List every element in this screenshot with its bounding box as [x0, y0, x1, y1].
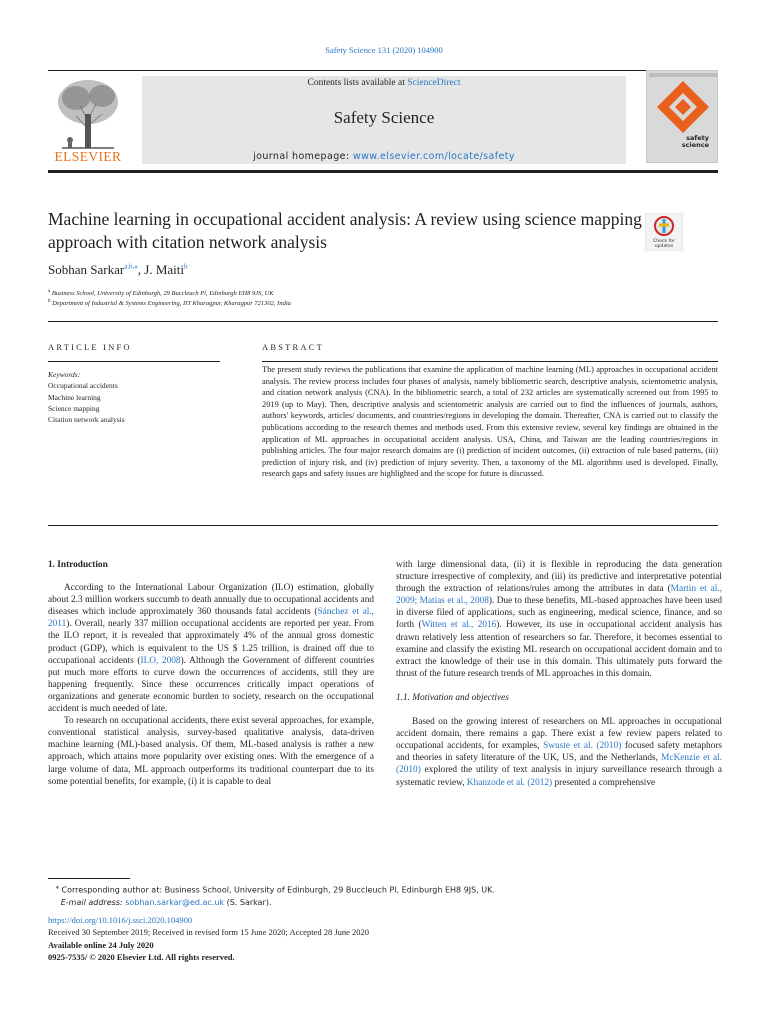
abstract-rule — [262, 361, 718, 362]
abstract-bottom-rule — [48, 525, 718, 526]
sciencedirect-link[interactable]: ScienceDirect — [407, 78, 461, 88]
copyright-line: 0925-7535/ © 2020 Elsevier Ltd. All rights reserved. — [48, 951, 235, 962]
body-column-right — [396, 559, 722, 789]
email-label: E-mail address: — [60, 897, 123, 907]
keyword-item: Citation network analysis — [48, 415, 125, 425]
paragraph-4 — [396, 716, 722, 789]
abstract-text: The present study reviews the publications that examine the application of machine learning (ML) approaches in occupational accident analysis. The review process includes four phases of analysis, namely bibliometric search, descriptive analysis, scientometric analysis, and citation network analysis (CNA). In the bibliometric search, a total of 232 articles are systematically screened out from 1995 to 2019 (up to May). Then, descriptive analysis and scientometric analysis are carried out to find the influences of journals, authors, authors' keywords, articles/ documents, and countries/regions in developing the domain. Thereafter, CNA is carried out to classify the publications according to the research themes and methods used. From this extensive review, several key findings are obtained in the application of ML approaches in occupational accident analysis. USA, China, and Taiwan are the leading countries/regions in publishing articles. The four major research domains are (i) prediction of incident outcomes, (ii) extraction of rule based patterns, (iii) prediction of injury risk, and (iv) prediction of injury severity. Then, a taxonomy of the ML algorithms used is developed. Finally, research gaps and safety issues are highlighted and the scope for future is discussed. — [262, 365, 718, 479]
received-dates: Received 30 September 2019; Received in revised form 15 June 2020; Accepted 28 June 2020 — [48, 927, 370, 938]
homepage-link[interactable]: www.elsevier.com/locate/safety — [352, 151, 515, 162]
cover-art — [647, 71, 718, 163]
keyword-item: Machine learning — [48, 392, 101, 402]
paragraph-1 — [48, 582, 374, 715]
keyword-item: Occupational accidents — [48, 381, 118, 391]
citation-witten[interactable]: Witten et al., 2016 — [421, 620, 497, 631]
journal-reference[interactable]: Safety Science 131 (2020) 104900 — [325, 45, 443, 55]
affiliation-a-mark: a — [48, 289, 51, 294]
citation-martin-matias[interactable]: Martin et al., 2009; Matías et al., 2008 — [396, 584, 722, 607]
keywords-block — [48, 369, 125, 425]
affiliation-b-mark: b — [48, 299, 51, 304]
article-title: Machine learning in occupational accident analysis: A review using science mapping approach with citation network analysis — [48, 209, 642, 252]
body-column-left — [48, 559, 374, 788]
corresponding-author-mark[interactable]: ⁎ — [134, 262, 138, 271]
crossmark-label-2: updates — [654, 244, 674, 249]
footnote-mark: ⁎ — [55, 883, 59, 891]
contents-prefix: Contents lists available at — [307, 78, 408, 88]
article-metadata — [48, 914, 708, 963]
p3-text-a: with large dimensional data, (ii) it is flexible in reproducing the data generation structure irrespective of complexity, and (iii) its predictive and interpretative potential through the extraction of relations/rules among the attributes in data ( — [396, 560, 722, 595]
journal-cover[interactable] — [646, 70, 718, 163]
p4-text-c: explored the utility of text analysis in injury surveillance research through a systematic review, — [396, 765, 722, 788]
p1-text-b: ). Overall, nearly 337 million occupational accidents are reported per year. From the ILO report, it is revealed that approximately 4% of the annual gross domestic product (GDP), which is equivalent to the US $ 1.25 trillion, is drained off due to occupational accidents ( — [48, 619, 374, 666]
contents-line — [142, 78, 626, 88]
keyword-item: Science mapping — [48, 403, 100, 413]
article-info-heading: ARTICLE INFO — [48, 342, 132, 352]
email-suffix: (S. Sarkar). — [224, 897, 272, 907]
citation-ilo[interactable]: ILO, 2008 — [140, 655, 181, 666]
doi-link[interactable]: https://doi.org/10.1016/j.ssci.2020.104900 — [48, 915, 193, 925]
paragraph-3 — [396, 559, 722, 680]
citation-mckenzie[interactable]: McKenzie et al. (2010) — [396, 753, 723, 776]
cover-label-2: science — [681, 141, 709, 149]
affiliation-a — [48, 289, 274, 297]
article-info-rule — [48, 361, 220, 362]
citation-swuste[interactable]: Swuste et al. (2010) — [543, 741, 622, 752]
author1-affil-marks[interactable]: a,b, — [124, 262, 135, 271]
paragraph-2: To research on occupational accidents, there exist several approaches, for example, conventional statistical analysis, survey-based qualitative analysis, data-driven machine learning (ML)-based analysis. Of them, ML-based analysis is rather a new approach, which attains more popularity over existing ones. With the emergence of a large volume of data, ML approach outperforms its traditional counterpart due to its some potential benefits, for example, (i) it is capable to deal — [48, 716, 374, 787]
corresponding-text: Corresponding author at: Business School, University of Edinburgh, 29 Buccleuch Pl, Edinburgh EH8 9JS, UK. — [58, 885, 495, 895]
available-online: Available online 24 July 2020 — [48, 939, 154, 950]
header-rule — [48, 170, 718, 173]
p3-text-b: ). Due to these benefits, ML-based approaches have been used in diverse filed of applications, such as engineering, medical science, finance, and so forth ( — [396, 596, 722, 631]
elsevier-wordmark: ELSEVIER — [54, 149, 122, 164]
cover-label-1: safety — [686, 134, 709, 142]
p1-text-c: ). Although the Government of different countries put much more efforts to curve down the occurrences of accidents, still they are happening frequently. Since these occurrences critically impact operations of organizations and generate economic burden to society, research on the occupational accident is much needed of late. — [48, 655, 375, 715]
citation-khanzode[interactable]: Khanzode et al. (2012) — [466, 777, 553, 788]
author-maiti[interactable]: , J. Maiti — [137, 262, 185, 277]
affiliation-a-text: Business School, University of Edinburgh, 29 Buccleuch Pl, Edinburgh EH8 9JS, UK — [51, 290, 274, 298]
p4-text-b: focused safety metaphors and theories in safety literature of the UK, US, and the Netherlands, — [396, 741, 722, 764]
affiliation-b-text: Department of Industrial & Systems Engineering, IIT Kharagpur, Kharagpur 721302, India — [52, 300, 291, 308]
footnote-rule — [48, 878, 130, 879]
p4-text-a: Based on the growing interest of researchers on ML approaches in occupational accident domain, there remains a gap. There exist a few review papers related to occupational accidents, for examples, — [396, 717, 722, 752]
journal-homepage — [142, 151, 626, 162]
p4-text-d: presented a comprehensive — [552, 777, 656, 788]
p1-text-a: According to the International Labour Organization (ILO) estimation, globally about 2.3 million workers succumb to death annually due to occupational accidents and diseases which include approximately 360 thousands fatal accidents ( — [48, 583, 374, 618]
author-sarkar[interactable]: Sobhan Sarkar — [48, 262, 125, 277]
top-rule — [48, 70, 718, 71]
crossmark-icon — [645, 213, 683, 251]
author-list — [48, 262, 188, 278]
corresponding-author-note — [48, 881, 708, 897]
author2-affil-mark[interactable]: b — [184, 262, 188, 271]
keywords-label: Keywords: — [48, 370, 81, 379]
crossmark-label-1: Check for — [653, 239, 675, 244]
citation-sanchez[interactable]: Sánchez et al., 2011 — [48, 607, 374, 630]
journal-title: Safety Science — [333, 108, 435, 127]
section-1-heading: 1. Introduction — [48, 560, 108, 570]
section-1-1-heading: 1.1. Motivation and objectives — [396, 692, 509, 703]
email-line — [48, 897, 708, 909]
affiliation-b — [48, 299, 291, 307]
footnote-block — [48, 881, 708, 909]
check-for-updates-badge[interactable] — [645, 213, 683, 251]
p3-text-c: ). However, its use in occupational accident analysis has drawn relatively less attention of researchers so far. Therefore, it becomes essential to examine and classify the existing ML research on occupational accident domain and to extract the knowledge of their use in this domain. This ultimately puts forward the thrust of the future research trends of ML approaches in this domain. — [396, 620, 723, 679]
homepage-prefix: journal homepage: — [253, 151, 353, 162]
abstract-heading: ABSTRACT — [262, 342, 324, 352]
section-rule — [48, 321, 718, 322]
email-link[interactable]: sobhan.sarkar@ed.ac.uk — [125, 897, 225, 907]
